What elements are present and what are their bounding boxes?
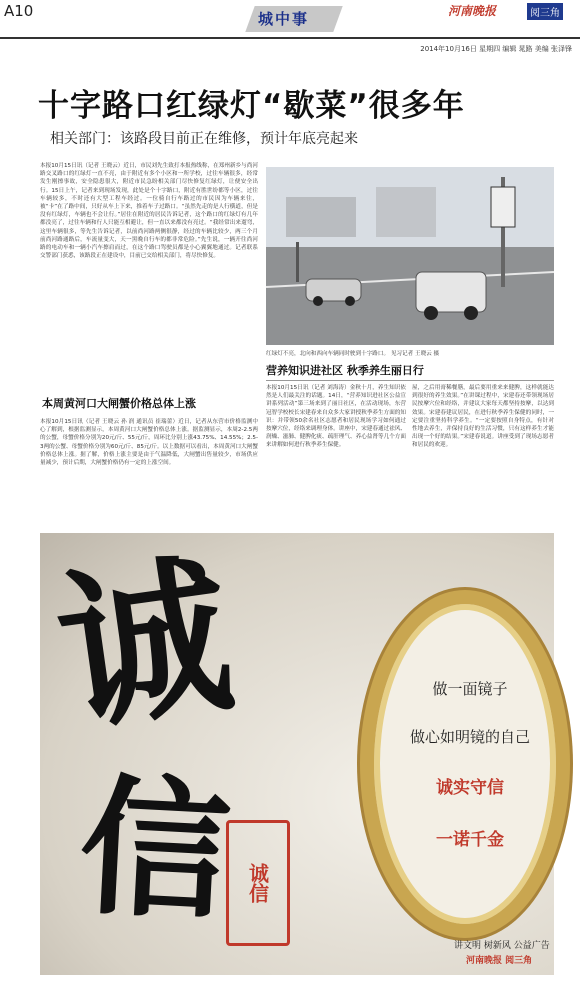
newspaper-logo: 河南晚报 (448, 4, 497, 18)
red-seal-stamp: 诚信 (226, 820, 290, 946)
news-photo (266, 167, 554, 345)
mirror-line-2: 做心如明镜的自己 (409, 728, 530, 746)
article-2-title: 营养知识进社区 秋季养生丽日行 (266, 364, 424, 377)
divider (266, 380, 554, 381)
calligraphy-character-2: 信 (75, 758, 235, 942)
page-number: A10 (4, 2, 34, 20)
main-article-body: 本报10月15日讯（记者 王晓云）近日，市民刘先生致打本报热线称，在郑州新乡与尚河路交叉路口的红绿灯一直不亮，由于附近有多个小区和一所学校，过往车辆很多，经常发生刚擦事故，安全隐患很大，附近市民急盼相关部门尽快修复红绿灯，让便安全出行。15日上午，记者来到现场发现，此处是个十字路口，附近有胜世纷都等小区，过往车辆较多，不时还有大型工程车经过。一位骑自行车路过的市民因为车辆来往，被“卡”在了路中间，只好从车上下来，推着车子过路口。“虽然先走的是人行横道，但是没有红绿灯，车辆也不会让行。”居住在附近的居民告诉记者，这个路口的红绿灯有几年都没亮了，过往车辆和行人只能互相避让，但一直以来都没有亮过。“我经常出来遛弯，这里车辆很多，等先生告诉记者，以前尚河路两侧很静，经过的车辆比较少，两三个月前尚河路通路后，车流量变大，天一黑晚自行车的都非常危险。”先生说，一辆开往尚河路的电动车和一辆小汽车擦肩而过，在这个路口驾驶员都是小心翼翼地通过。记者联系交警部门获悉，该路段正在建设中，目前已交给相关部门，将尽快修复。 (40, 163, 258, 260)
gold-mirror-frame (360, 590, 570, 938)
header-rule (0, 37, 580, 39)
dateline: 2014年10月16日 星期四 编辑 晁路 美编 张泽锋 (420, 45, 572, 53)
main-subhead: 相关部门：该路段目前正在维修，预计年底亮起来 (50, 131, 358, 147)
logo-tag: 阅三角 (527, 3, 563, 20)
article-2-body-right: 屋，之后用膏稀餐膳，最后要用重来来健脾，这样就能达到很好的养生效果。”在讲课过程中，宋建春还带领现场居民按摩穴位和经络，并建议大家每天都坚持按摩，以达到效果。宋建春建议居民，在进行秋季养生保健的同时，一定要注重坚持科学养生。“一定要按照自身特点，有针对性地去养生，并保持良好的生活习惯，只有这样养生才能出现一个好的结果。”宋建春说道。讲座受到了现场志愿者和居民的欢迎。 (412, 385, 554, 449)
calligraphy-character-1: 诚 (46, 534, 244, 756)
mirror-line-1: 做一面镜子 (432, 680, 508, 698)
ad-footer-slogan: 讲文明 树新风 公益广告 (454, 941, 550, 951)
main-headline: 十字路口红绿灯“歇菜”很多年 (38, 88, 465, 124)
street-scene-illustration (266, 167, 554, 345)
article-3-body: 本报10月15日讯（记者 王晓云 孙 润 通讯员 崔瑞蕾）近日，记者从东营市价格监测中心了解到，根据监测显示，本周黄河口大闸蟹价格总体上涨。据监测显示，本周2-2.5两的公蟹，母蟹价格分别为20元/斤、55元/斤，周环比分别上涨43.75%、14.55%；2.5-3两的公蟹、母蟹价格分别为60元/斤、85元/斤。以上数据可以看出，本周黄河口大闸蟹价格总体上涨。据了解，价格上涨主要是由于气温降低，大闸蟹出售量较少，市场供应量减少，预计后期，大闸蟹价格仍有一定的上涨空间。 (40, 419, 258, 467)
mirror-line-3: 诚实守信 (436, 778, 504, 798)
article-3-title: 本周黄河口大闸蟹价格总体上涨 (42, 397, 196, 410)
article-2-body-left: 本报10月15日讯（记者 刘海涛）金秋十月，养生知识依然是人们最关注的话题。14日，“营养知识进社区公益宣讲系列活动”第三场来到了丽日社区，在活动现场，东营冠智学校校长宋建春来自众多大家讲授秋季养生方面的知识：并带领50余名社区志愿者和居民现场学习如何通过按摩穴位，经络来调理身体。讲座中，宋建春通过祛风、润燥、滋肺、健脾化痰、疏肝理气、养心益肾等几个方面来讲解如何进行秋季养生保健。 (266, 385, 406, 449)
mirror-line-4: 一诺千金 (436, 830, 504, 850)
ad-footer-logo: 河南晚报 阅三角 (466, 956, 533, 966)
photo-caption: 红绿灯不亮，北向和西向车辆同时驶到十字路口。 见习记者 王晓云 摄 (266, 351, 440, 357)
section-title: 城中事 (258, 10, 310, 28)
